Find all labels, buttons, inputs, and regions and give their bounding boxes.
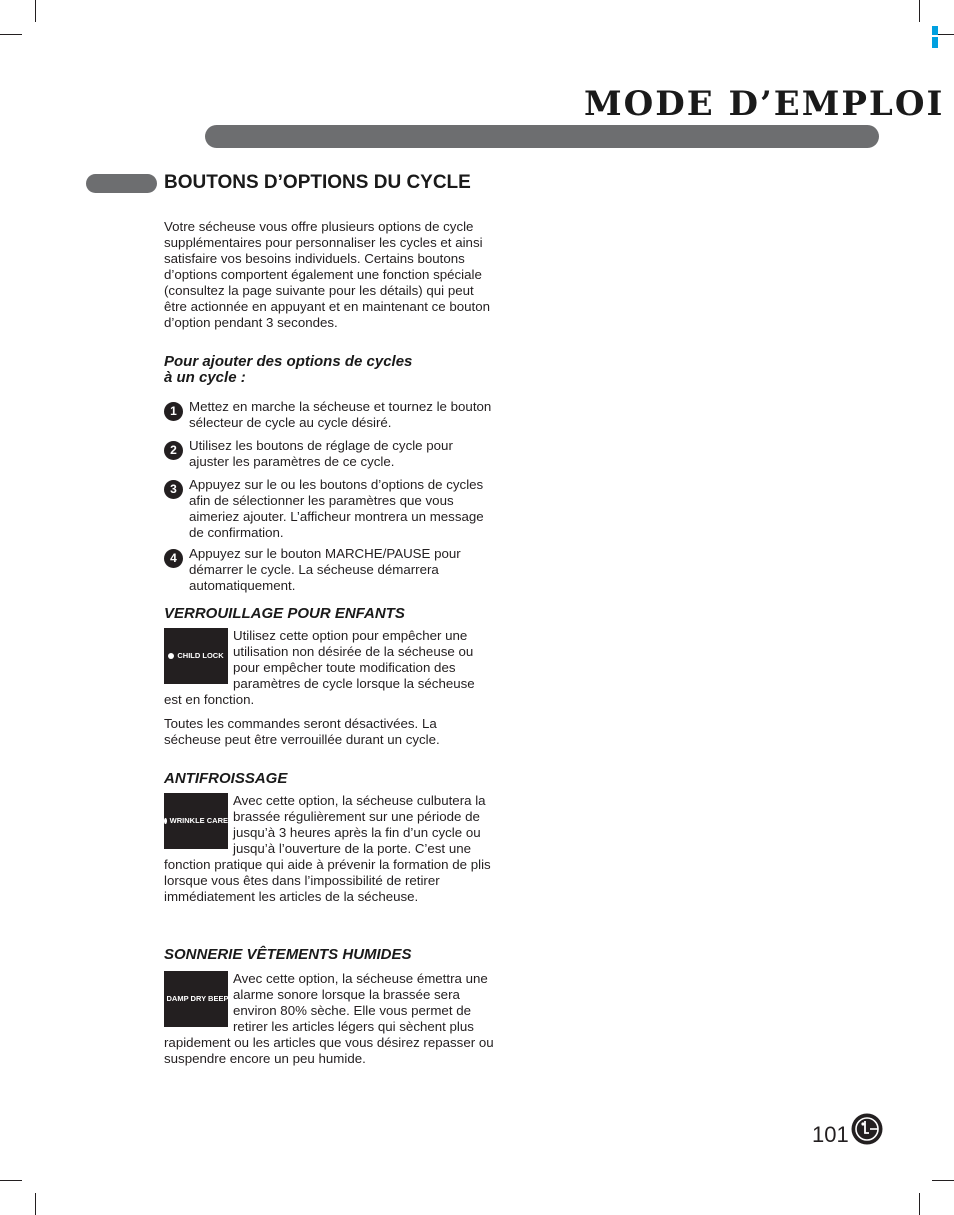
crop-mark: [35, 1193, 36, 1215]
damp-dry-beep-button-image: DAMP DRY BEEP: [164, 971, 228, 1027]
crop-mark: [932, 1180, 954, 1181]
step-text: Utilisez les boutons de réglage de cycle pour ajuster les paramètres de ce cycle.: [189, 438, 453, 469]
child-lock-button-image: CHILD LOCK: [164, 628, 228, 684]
crop-mark: [35, 0, 36, 22]
crop-mark: [0, 1180, 22, 1181]
damp-dry-beep-section: DAMP DRY BEEP Avec cette option, la sécheuse émettra une alarme sonore lorsque la brassée sera environ 80% sèche. Elle vous permet de retirer les articles légers qui sèchent plus rapidement ou les articles que vous désirez repasser ou suspendre encore un peu humide.: [164, 971, 494, 1066]
color-registration-mark: [932, 26, 938, 48]
section-pill: [86, 174, 157, 193]
header-bar: [205, 125, 879, 148]
damp-dry-beep-title: SONNERIE VÊTEMENTS HUMIDES: [164, 946, 412, 963]
howto-title: Pour ajouter des options de cycles à un cycle :: [164, 353, 413, 386]
crop-mark: [919, 0, 920, 22]
child-lock-section: CHILD LOCK Utilisez cette option pour empêcher une utilisation non désirée de la sécheuse ou pour empêcher toute modification des paramètres de cycle lorsque la sécheuse est en fonction. Toutes les commandes seront désactivées. La sécheuse peut être verrouillée durant un cycle.: [164, 628, 475, 747]
page-number: 101: [812, 1122, 849, 1147]
wrinkle-care-button-image: WRINKLE CARE: [164, 793, 228, 849]
page-header-title: MODE D’EMPLOI: [584, 84, 945, 124]
lg-logo-icon: [851, 1113, 883, 1145]
led-dot-icon: [168, 653, 174, 659]
section-title: BOUTONS D’OPTIONS DU CYCLE: [164, 172, 471, 193]
step-number: 3: [164, 480, 183, 499]
step-number: 2: [164, 441, 183, 460]
child-lock-title: VERROUILLAGE POUR ENFANTS: [164, 605, 405, 622]
step-text: Appuyez sur le bouton MARCHE/PAUSE pour démarrer le cycle. La sécheuse démarrera automatiquement.: [189, 546, 461, 593]
step-text: Appuyez sur le ou les boutons d’options de cycles afin de sélectionner les paramètres que vous aimeriez ajouter. L’afficheur montrera un message de confirmation.: [189, 477, 484, 540]
wrinkle-care-title: ANTIFROISSAGE: [164, 770, 288, 787]
step-number: 1: [164, 402, 183, 421]
crop-mark: [919, 1193, 920, 1215]
crop-mark: [0, 34, 22, 35]
step-number: 4: [164, 549, 183, 568]
step-text: Mettez en marche la sécheuse et tournez le bouton sélecteur de cycle au cycle désiré.: [189, 399, 492, 430]
wrinkle-care-section: WRINKLE CARE Avec cette option, la sécheuse culbutera la brassée régulièrement sur une période de jusqu’à 3 heures après la fin d’un cycle ou jusqu’à l’ouverture de la porte. C’est une fonction pratique qui aide à prévenir la formation de plis lorsque vous êtes dans l’impossibilité de retirer immédiatement les articles de la sécheuse.: [164, 793, 491, 904]
led-dot-icon: [164, 818, 167, 824]
intro-paragraph: Votre sécheuse vous offre plusieurs options de cycle supplémentaires pour personnaliser les cycles et ainsi satisfaire vos besoins individuels. Certains boutons d’options comportent également une fonction spéciale (consultez la page suivante pour les détails) qui peut être actionnée en appuyant et en maintenant ce bouton d’option pendant 3 secondes.: [164, 219, 491, 330]
